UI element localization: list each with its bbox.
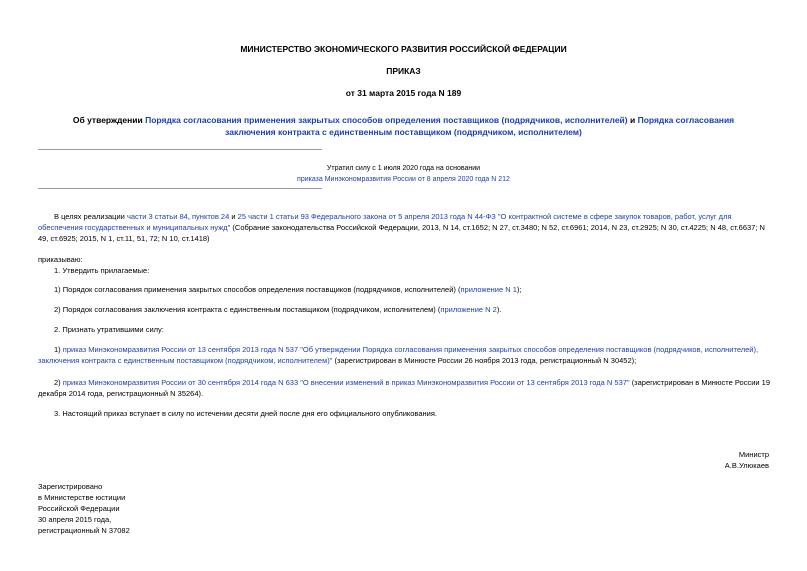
item-2: 2. Признать утратившими силу: (54, 325, 164, 334)
item-1-2-end: ). (496, 305, 502, 314)
preamble-prefix: В целях реализации (54, 212, 125, 221)
document-title (0, 114, 807, 138)
item-3: 3. Настоящий приказ вступает в силу по истечении десяти дней после дня его официального опубликования. (54, 409, 437, 418)
title-link-single-supplier-a[interactable]: Порядка согласования (637, 115, 735, 125)
item-2-2-num: 2) (54, 378, 61, 387)
item-1-2 (38, 304, 772, 315)
registration-line-1: Зарегистрировано (38, 482, 103, 491)
registration-line-5: регистрационный N 37082 (38, 526, 130, 535)
title-mid: и (629, 115, 636, 125)
link-order-537[interactable]: приказ Минэкономразвития России от 13 сентября 2013 года N 537 "Об утверждении Порядка согласования применения закрытых способов определения поставщиков (подрядчиков, исполнителей), заключения контракта с единственным поставщиком (подрядчиком, исполнителем)" (38, 345, 759, 365)
registration-line-3: Российской Федерации (38, 504, 120, 513)
registration-line-4: 30 апреля 2015 года, (38, 515, 112, 524)
registration-block (38, 481, 130, 536)
preamble-suffix: (Собрание законодательства Российской Федерации, 2013, N 14, ст.1652; N 27, ст.3480; N 52, ст.6961; 2014, N 23, ст.2925; N 30, ст.4225; N 48, ст.6637; N 49, ст.6925; 2015, N 1, ст.11, 51, 72; N 10, ст.1418) (38, 223, 765, 243)
status-note-line: Утратил силу с 1 июля 2020 года на основании (326, 165, 481, 172)
preamble-and: и (231, 212, 236, 221)
title-link-closed-methods[interactable]: Порядка согласования применения закрытых способов определения поставщиков (подрядчиков, исполнителей) (145, 115, 628, 125)
preamble-sep: , (187, 212, 190, 221)
item-1-1-end: ); (516, 285, 522, 294)
item-1: 1. Утвердить прилагаемые: (54, 266, 150, 275)
date-number: от 31 марта 2015 года N 189 (345, 88, 462, 98)
link-federal-law-44fz[interactable]: Федерального закона от 5 апреля 2013 года N 44-ФЗ "О контрактной системе в сфере закупок товаров, работ, услуг для обеспечения государственных и муниципальных нужд" (38, 212, 732, 232)
item-2-1-num: 1) (54, 345, 61, 354)
link-part3-art84[interactable]: части 3 статьи 84 (126, 212, 188, 221)
link-items-24[interactable]: пунктов 24 (192, 212, 230, 221)
signature-name: А.В.Улюкаев (724, 461, 769, 470)
divider-top (38, 149, 322, 150)
link-part1-art93[interactable]: 25 части 1 статьи 93 (237, 212, 309, 221)
title-link-single-supplier-b[interactable]: заключения контракта с единственным поставщиком (подрядчиком, исполнителем) (225, 127, 582, 137)
signature-position: Министр (738, 450, 769, 459)
item-1-1-text: 1) Порядок согласования применения закрытых способов определения поставщиков (подрядчиков, исполнителей) ( (54, 285, 461, 294)
signature-block (725, 449, 769, 471)
item-2-2-suffix: (зарегистрирован в Минюсте России 19 декабря 2014 года, регистрационный N 35264). (38, 378, 771, 398)
doc-type-heading: ПРИКАЗ (386, 66, 421, 76)
link-appendix-1[interactable]: приложение N 1 (460, 285, 517, 294)
item-2-1-suffix: (зарегистрирован в Минюсте России 26 ноября 2013 года, регистрационный N 30452); (334, 356, 637, 365)
registration-line-2: в Министерстве юстиции (38, 493, 126, 502)
order-word: приказываю: (38, 255, 83, 264)
item-1-2-text: 2) Порядок согласования заключения контракта с единственным поставщиком (подрядчиком, исполнителем) ( (54, 305, 441, 314)
item-2-2 (38, 377, 772, 399)
title-prefix: Об утверждении (72, 115, 143, 125)
link-order-633[interactable]: приказ Минэкономразвития России от 30 сентября 2014 года N 633 "О внесении изменений в приказ Минэкономразвития России от 13 сентября 2013 года N 537" (62, 378, 630, 387)
status-note-link[interactable]: приказа Минэкономразвития России от 8 апреля 2020 года N 212 (297, 176, 510, 183)
preamble-paragraph (38, 211, 772, 244)
ministry-heading: МИНИСТЕРСТВО ЭКОНОМИЧЕСКОГО РАЗВИТИЯ РОССИЙСКОЙ ФЕДЕРАЦИИ (240, 44, 567, 54)
item-2-1 (38, 344, 772, 366)
divider-bottom (38, 188, 322, 189)
status-note (0, 163, 807, 185)
link-appendix-2[interactable]: приложение N 2 (440, 305, 497, 314)
item-1-1 (38, 284, 772, 295)
